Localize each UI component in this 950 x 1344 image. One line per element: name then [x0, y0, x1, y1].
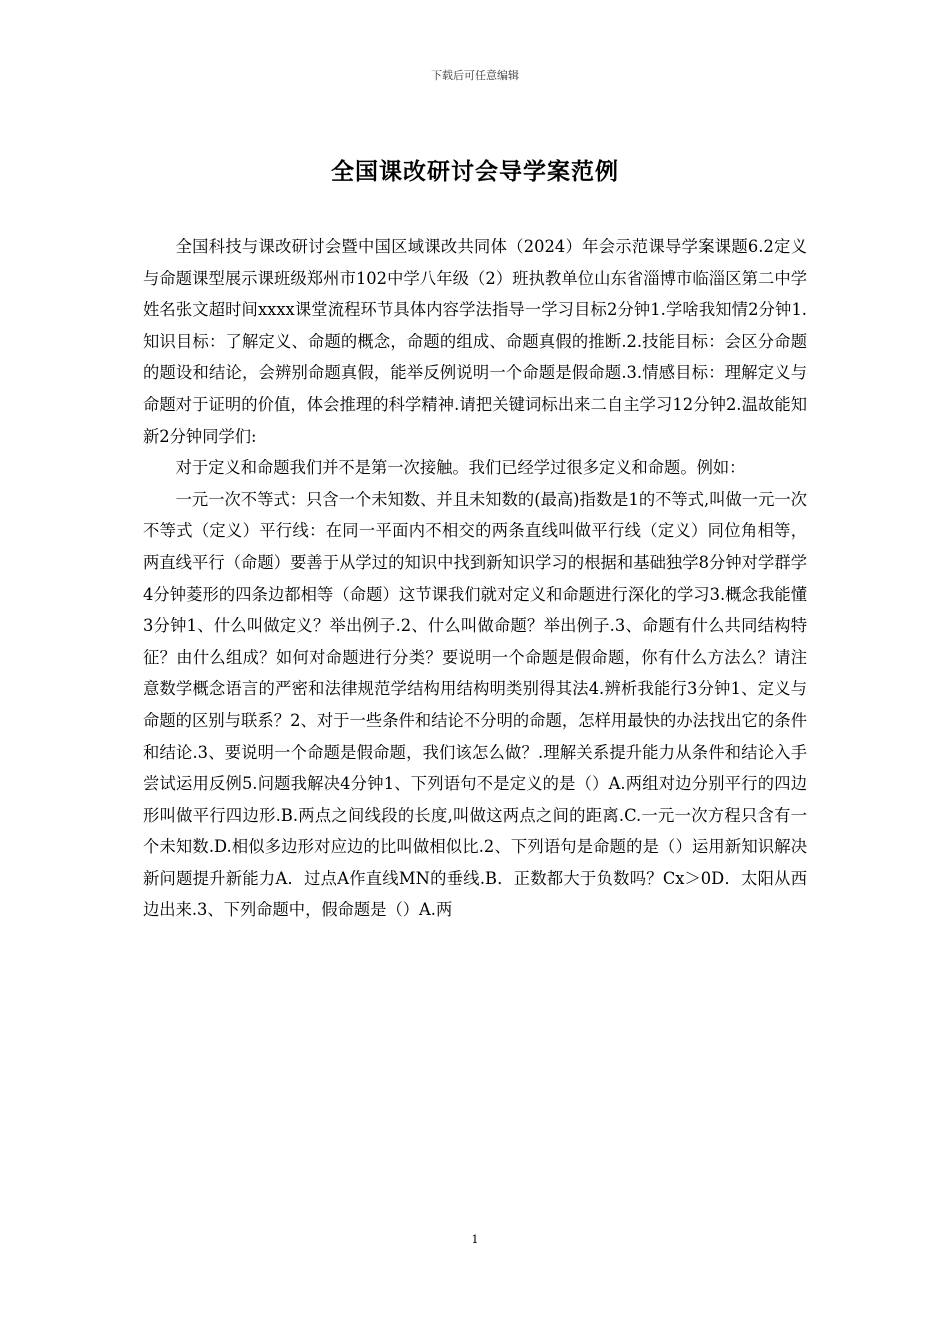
document-body	[143, 231, 807, 926]
document-title: 全国课改研讨会导学案范例	[331, 159, 619, 185]
body-paragraph: 对于定义和命题我们并不是第一次接触。我们已经学过很多定义和命题。例如：	[175, 458, 746, 478]
page-header: 下载后可任意编辑	[431, 69, 519, 82]
body-paragraph: 全国科技与课改研讨会暨中国区域课改共同体（2024）年会示范课导学案课题6.2定义与命题课型展示课班级郑州市102中学八年级（2）班执教单位山东省淄博市临淄区第二中学姓名张文超时间xxxx课堂流程环节具体内容学法指导一学习目标2分钟1.学啥我知情2分钟1.知识目标：了解定义、命题的概念，命题的组成、命题真假的推断.2.技能目标：会区分命题的题设和结论，会辨别命题真假，能举反例说明一个命题是假命题.3.情感目标：理解定义与命题对于证明的价值，体会推理的科学精神.请把关键词标出来二自主学习12分钟2.温故能知新2分钟同学们:	[143, 237, 807, 446]
body-paragraph: 一元一次不等式：只含一个未知数、并且未知数的(最高)指数是1的不等式,叫做一元一次不等式（定义）平行线：在同一平面内不相交的两条直线叫做平行线（定义）同位角相等，两直线平行（命题）要善于从学过的知识中找到新知识学习的根据和基础独学8分钟对学群学4分钟菱形的四条边都相等（命题）这节课我们就对定义和命题进行深化的学习3.概念我能懂3分钟1、什么叫做定义？举出例子.2、什么叫做命题？举出例子.3、命题有什么共同结构特征？由什么组成？如何对命题进行分类？要说明一个命题是假命题，你有什么方法么？请注意数学概念语言的严密和法律规范学结构用结构明类别得其法4.辨析我能行3分钟1、定义与命题的区别与联系？2、对于一些条件和结论不分明的命题，怎样用最快的办法找出它的条件和结论.3、要说明一个命题是假命题，我们该怎么做？.理解关系提升能力从条件和结论入手尝试运用反例5.问题我解决4分钟1、下列语句不是定义的是（）A.两组对边分别平行的四边形叫做平行四边形.B.两点之间线段的长度,叫做这两点之间的距离.C.一元一次方程只含有一个未知数.D.相似多边形对应边的比叫做相似比.2、下列语句是命题的是（）运用新知识解决新问题提升新能力A．过点A作直线MN的垂线.B．正数都大于负数吗？Cx＞0D．太阳从西边出来.3、下列命题中，假命题是（）A.两	[143, 489, 807, 920]
page-number: 1	[471, 1233, 479, 1246]
